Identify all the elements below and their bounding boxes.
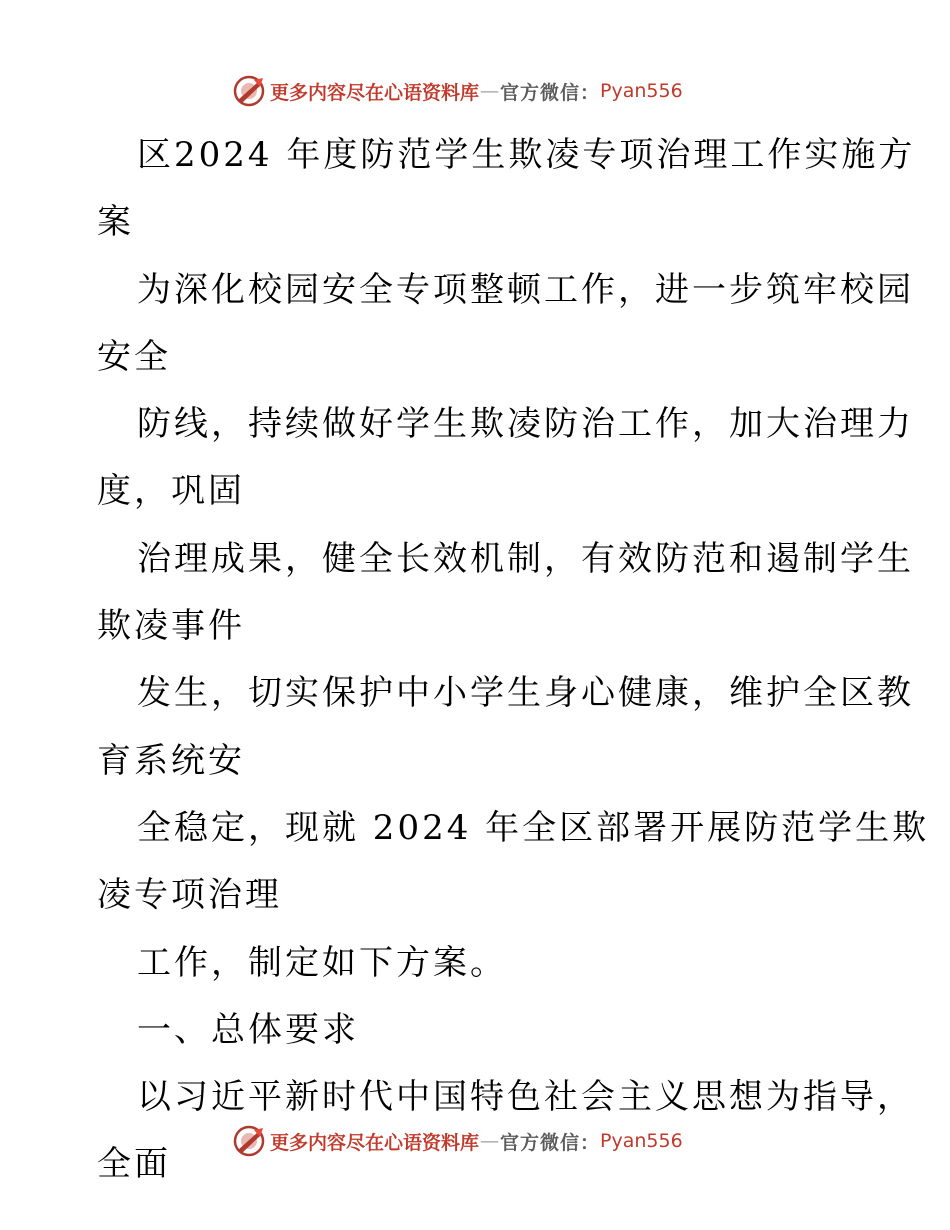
watermark-dash: — (480, 80, 500, 102)
footer-watermark (232, 1121, 683, 1161)
paragraph-line: 治理成果，健全长效机制，有效防范和遏制学生 (137, 538, 914, 579)
paragraph-line: 防线，持续做好学生欺凌防治工作，加大治理力 (137, 404, 914, 445)
section-heading: 一、总体要求 (137, 1009, 359, 1050)
paragraph-line: 育系统安 (97, 740, 245, 781)
watermark-label: 官方微信： (500, 81, 601, 104)
paragraph-line: 欺凌事件 (97, 606, 245, 647)
watermark-wechat-id: Pyan556 (600, 1130, 683, 1152)
paragraph-line: 度，巩固 (97, 471, 245, 512)
watermark-dash: — (480, 1130, 500, 1152)
paragraph-line: 为深化校园安全专项整顿工作，进一步筑牢校园 (137, 269, 914, 310)
paragraph-line: 安全 (97, 336, 171, 377)
paragraph-line: 以习近平新时代中国特色社会主义思想为指导， (137, 1077, 914, 1118)
brand-logo-icon (232, 74, 266, 108)
paragraph-line: 工作，制定如下方案。 (137, 942, 507, 983)
document-body (97, 122, 930, 1199)
paragraph-line: 凌专项治理 (97, 875, 282, 916)
doc-title-line: 案 (97, 202, 134, 243)
paragraph-line: 全面 (97, 1144, 171, 1185)
paragraph-line: 全稳定，现就 2024 年全区部署开展防范学生欺 (137, 807, 930, 848)
doc-title-line: 区2024 年度防范学生欺凌专项治理工作实施方 (137, 135, 916, 175)
watermark-text: 更多内容尽在心语资料库 (270, 81, 480, 104)
brand-logo-icon (232, 1124, 266, 1158)
paragraph-line: 发生，切实保护中小学生身心健康，维护全区教 (137, 673, 914, 714)
watermark-text: 更多内容尽在心语资料库 (270, 1131, 480, 1154)
watermark-label: 官方微信： (500, 1131, 601, 1154)
watermark-wechat-id: Pyan556 (600, 80, 683, 102)
header-watermark (232, 71, 683, 111)
